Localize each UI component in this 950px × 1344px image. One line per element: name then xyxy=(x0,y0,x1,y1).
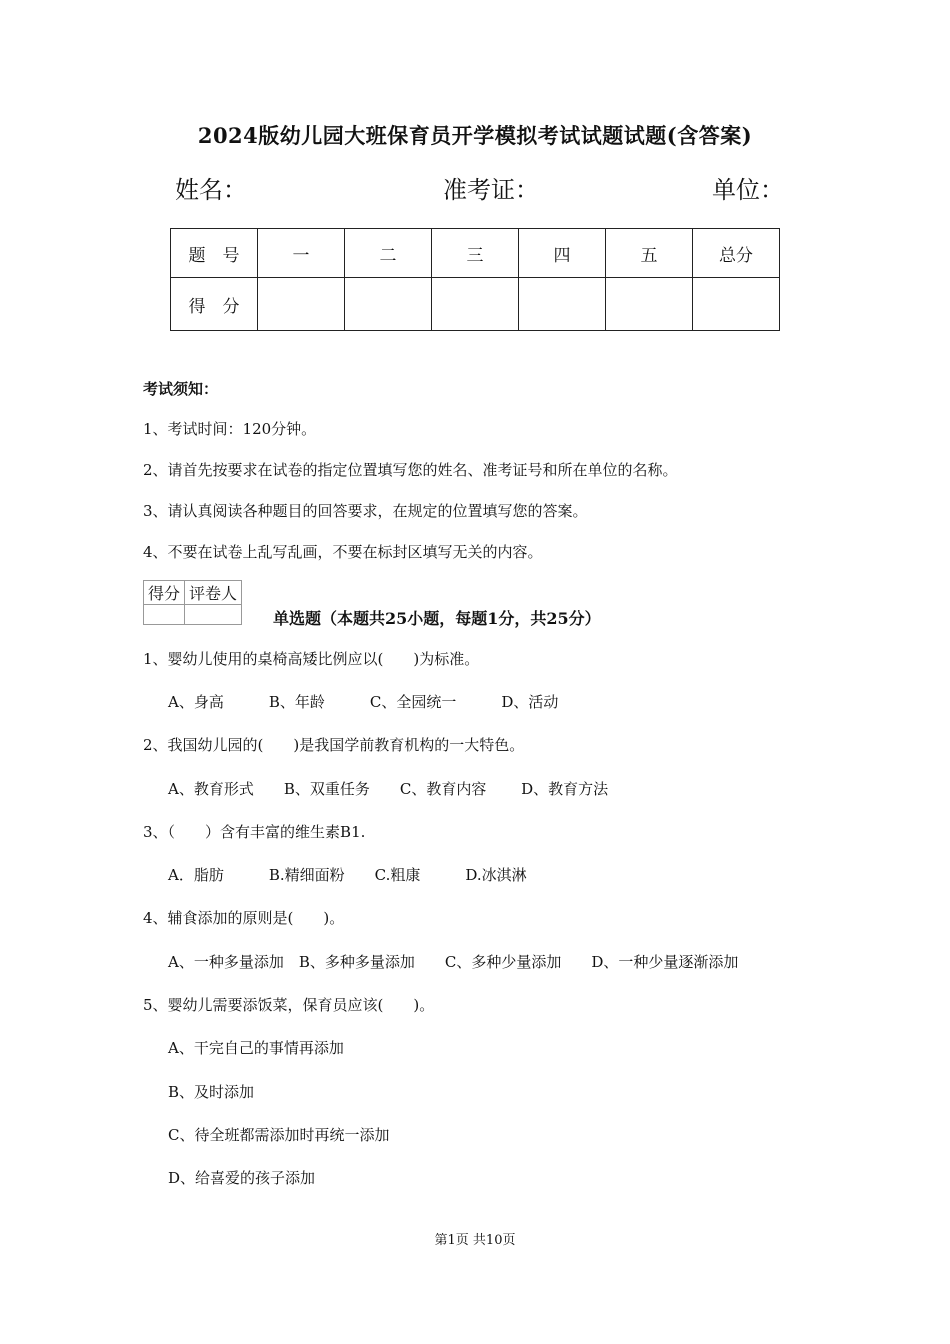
score-table-header: 三 xyxy=(432,229,519,278)
notice-item: 3、请认真阅读各种题目的回答要求，在规定的位置填写您的答案。 xyxy=(143,502,588,520)
section-title: 单选题（本题共25小题，每题1分，共25分） xyxy=(273,609,601,628)
question-options: A、教育形式 B、双重任务 C、教育内容 D、教育方法 xyxy=(168,780,609,798)
question-options: A、一种多量添加 B、多种多量添加 C、多种少量添加 D、一种少量逐渐添加 xyxy=(168,953,739,971)
question-option: C、待全班都需添加时再统一添加 xyxy=(168,1126,390,1144)
question-option: B、及时添加 xyxy=(168,1083,255,1101)
notice-item: 2、请首先按要求在试卷的指定位置填写您的姓名、准考证号和所在单位的名称。 xyxy=(143,461,678,479)
score-cell[interactable] xyxy=(432,278,519,331)
score-table xyxy=(170,228,780,331)
score-cell[interactable] xyxy=(606,278,693,331)
score-cell[interactable] xyxy=(345,278,432,331)
score-table-header: 二 xyxy=(345,229,432,278)
question-options: A、身高 B、年龄 C、全园统一 D、活动 xyxy=(168,693,559,711)
name-field-label: 姓名： xyxy=(175,176,247,204)
question-stem: 1、婴幼儿使用的桌椅高矮比例应以( )为标准。 xyxy=(143,650,480,668)
document-title: 2024版幼儿园大班保育员开学模拟考试试题试题(含答案) xyxy=(197,123,753,148)
grader-box xyxy=(143,580,242,625)
notice-item: 4、不要在试卷上乱写乱画，不要在标封区填写无关的内容。 xyxy=(143,543,543,561)
grader-reviewer-label: 评卷人 xyxy=(185,581,242,605)
page-footer: 第1页 共10页 xyxy=(434,1233,516,1248)
notice-heading: 考试须知： xyxy=(143,380,219,398)
score-table-header: 题 号 xyxy=(171,229,258,278)
score-cell[interactable] xyxy=(258,278,345,331)
question-option: D、给喜爱的孩子添加 xyxy=(168,1169,316,1187)
question-stem: 4、辅食添加的原则是( )。 xyxy=(143,909,345,927)
question-stem: 5、婴幼儿需要添饭菜，保育员应该( )。 xyxy=(143,996,435,1014)
question-stem: 3、（ ）含有丰富的维生素B1. xyxy=(143,823,366,841)
score-table-header: 五 xyxy=(606,229,693,278)
question-stem: 2、我国幼儿园的( )是我国学前教育机构的一大特色。 xyxy=(143,736,525,754)
question-option: A、干完自己的事情再添加 xyxy=(168,1039,344,1057)
grader-reviewer-cell[interactable] xyxy=(185,605,242,625)
score-row-label: 得 分 xyxy=(171,278,258,331)
exam-id-field-label: 准考证： xyxy=(443,176,539,204)
grader-score-label: 得分 xyxy=(144,581,185,605)
unit-field-label: 单位： xyxy=(712,176,784,204)
score-cell[interactable] xyxy=(693,278,780,331)
question-options: A．脂肪 B.精细面粉 C.粗康 D.冰淇淋 xyxy=(168,866,527,884)
score-table-header: 总分 xyxy=(693,229,780,278)
score-table-header: 一 xyxy=(258,229,345,278)
score-table-header: 四 xyxy=(519,229,606,278)
score-cell[interactable] xyxy=(519,278,606,331)
grader-score-cell[interactable] xyxy=(144,605,185,625)
notice-item: 1、考试时间：120分钟。 xyxy=(143,420,317,438)
